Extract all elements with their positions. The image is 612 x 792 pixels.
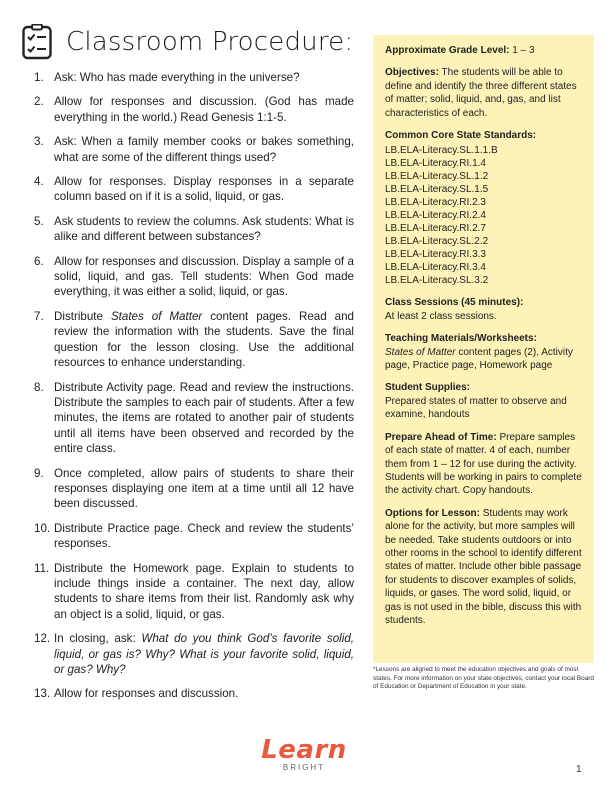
step-text: Ask: Who has made everything in the universe? <box>54 71 300 84</box>
footnote: *Lessons are aligned to meet the education objectives and goals of most states. For more information on your state objectives, contact your local Board of Education or Department of Education in your state. <box>373 666 594 691</box>
procedure-step <box>34 94 354 125</box>
page-title: Classroom Procedure: <box>66 27 354 57</box>
standard-item: LB.ELA-Literacy.RI.2.7 <box>385 223 486 235</box>
procedure-list <box>34 70 354 711</box>
standard-item: LB.ELA-Literacy.SL.1.5 <box>385 184 489 196</box>
step-number: 11. <box>34 561 50 575</box>
standard-item: LB.ELA-Literacy.RI.1.4 <box>385 158 486 170</box>
step-number: 4. <box>34 175 44 189</box>
step-number: 9. <box>34 466 44 480</box>
student-supplies: Student Supplies: Prepared states of matter to observe and examine, handouts <box>385 382 567 421</box>
step-text: Distribute Practice page. Check and review the students’ responses. <box>54 521 354 551</box>
standard-item: LB.ELA-Literacy.SL.2.2 <box>385 236 489 248</box>
procedure-step <box>34 309 354 371</box>
standard-item: LB.ELA-Literacy.SL.1.2 <box>385 171 489 183</box>
page-number: 1 <box>576 764 582 775</box>
procedure-step <box>34 70 354 85</box>
step-number: 10. <box>34 521 51 535</box>
step-number: 3. <box>34 135 44 149</box>
step-number: 7. <box>34 309 44 323</box>
standard-item: LB.ELA-Literacy.RI.2.3 <box>385 197 486 209</box>
procedure-step <box>34 521 354 552</box>
procedure-step <box>34 214 354 245</box>
procedure-step <box>34 174 354 205</box>
procedure-step <box>34 380 354 457</box>
step-text: Allow for responses. Display responses in a separate column based on if it is a solid, liquid, or gas. <box>54 175 354 204</box>
standard-item: LB.ELA-Literacy.RI.3.4 <box>385 262 486 274</box>
checklist-icon <box>22 24 52 60</box>
standards: Common Core State Standards: LB.ELA-Literacy.SL.1.1.B LB.ELA-Literacy.RI.1.4 LB.ELA-Literacy.SL.1.2 LB.ELA-Literacy.SL.1.5 LB.ELA-Literacy.RI.2.3 LB.ELA-Literacy.RI.2.4 LB.ELA-Literacy.RI.2.7 LB.ELA-Literacy.SL.2.2 LB.ELA-Literacy.RI.3.3 LB.ELA-Literacy.RI.3.4 LB.ELA-Literacy.SL.3.2 <box>385 129 582 287</box>
standard-item: LB.ELA-Literacy.SL.1.1.B <box>385 145 498 157</box>
step-number: 6. <box>34 254 44 268</box>
grade-level: Approximate Grade Level: 1 – 3 <box>385 45 535 56</box>
step-text: In closing, ask: What do you think God’s favorite solid, liquid, or gas is? Why? What is your favorite solid, liquid, or gas? Why? <box>54 632 354 676</box>
procedure-step <box>34 466 354 512</box>
procedure-step <box>34 254 354 300</box>
standard-item: LB.ELA-Literacy.RI.3.3 <box>385 249 486 261</box>
procedure-step <box>34 631 354 677</box>
lesson-info-panel <box>373 35 594 663</box>
standards-list <box>385 144 582 287</box>
step-number: 12. <box>34 632 51 646</box>
step-number: 5. <box>34 214 44 228</box>
page-header <box>22 22 353 62</box>
procedure-step <box>34 686 354 701</box>
step-number: 2. <box>34 95 44 109</box>
prepare-ahead: Prepare Ahead of Time: Prepare samples of each state of matter. 4 of each, number them from 1 – 12 for use during the activity. Students will be working in pairs to complete the activity chart. Copy handouts. <box>385 431 582 497</box>
logo-word: Learn <box>261 735 347 765</box>
step-text: Ask: When a family member cooks or bakes something, what are some of the different things used? <box>54 135 354 164</box>
options-for-lesson: Options for Lesson: Students may work alone for the activity, but more samples will be needed. Take students outdoors or into other rooms in the school to identify different states of matter. Include other bible passage for students to discover examples of solids, liquids, or gases. The word solid, liquid, or gas is not used in the bible, discuss this with students. <box>385 507 582 626</box>
step-text: Allow for responses and discussion. <box>54 687 239 701</box>
standard-item: LB.ELA-Literacy.SL.3.2 <box>385 275 489 287</box>
step-number: 8. <box>34 380 44 394</box>
step-text: Distribute States of Matter content pages. Read and review the information with the students. Save the final question for the lesson closing. Use the additional resources to enhance understanding. <box>54 309 354 370</box>
objectives: Objectives: The students will be able to define and identify the three different states of matter; solid, liquid, and, gas, and list characteristics of each. <box>385 67 577 119</box>
step-text: Once completed, allow pairs of students to share their responses displaying one item at a time until all 12 have been discussed. <box>54 466 354 511</box>
class-sessions: Class Sessions (45 minutes): At least 2 class sessions. <box>385 297 524 322</box>
step-text: Allow for responses and discussion. (God has made everything in the world.) Read Genesis 1:1-5. <box>54 95 354 124</box>
logo-sub: BRIGHT <box>282 763 326 772</box>
procedure-step <box>34 561 354 623</box>
step-number: 13. <box>34 687 51 701</box>
step-text: Distribute Activity page. Read and review the instructions. Distribute the samples to each pair of students. After a few minutes, the items are rotated to another pair of students until all items have been observed and recorded by the entire class. <box>54 380 354 456</box>
step-text: Distribute the Homework page. Explain to students to include things inside a container. The next day, allow students to share items from their list. Randomly ask why an object is a solid, liquid, or gas. <box>54 561 354 621</box>
teaching-materials: Teaching Materials/Worksheets: States of Matter content pages (2), Activity page, Practice page, Homework page <box>385 333 573 372</box>
step-text: Ask students to review the columns. Ask students: What is alike and different between substances? <box>54 214 354 244</box>
standard-item: LB.ELA-Literacy.RI.2.4 <box>385 210 486 222</box>
learn-bright-logo <box>254 735 354 772</box>
procedure-step <box>34 134 354 165</box>
step-number: 1. <box>34 71 44 84</box>
step-text: Allow for responses and discussion. Display a sample of a solid, liquid, and gas. Tell students: When God made everything, it was either a solid, liquid, or gas. <box>54 254 354 299</box>
